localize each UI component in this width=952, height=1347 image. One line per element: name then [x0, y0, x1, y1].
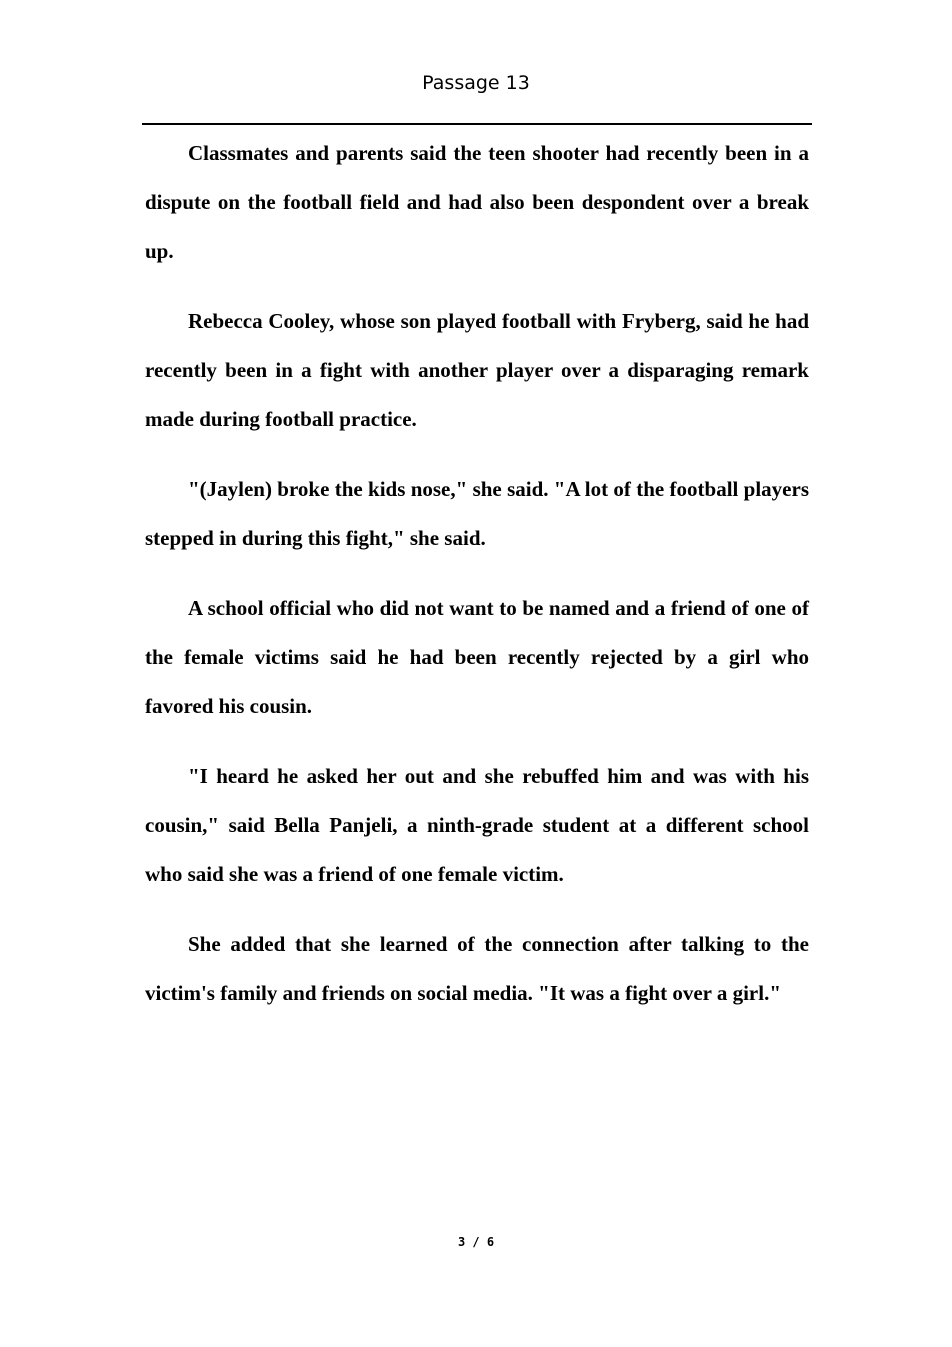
paragraph-4: A school official who did not want to be named and a friend of one of the female victims said he had been recently rejected by a girl who favored his cousin.	[145, 596, 809, 718]
page-number: 3 / 6	[457, 1235, 495, 1249]
paragraph-2: Rebecca Cooley, whose son played football with Fryberg, said he had recently been in a fight with another player over a disparaging remark made during football practice.	[145, 309, 809, 431]
document-body	[145, 129, 809, 1039]
header-divider	[142, 123, 812, 125]
paragraph-3: "(Jaylen) broke the kids nose," she said. "A lot of the football players stepped in during this fight," she said.	[145, 477, 809, 550]
paragraph-1: Classmates and parents said the teen shooter had recently been in a dispute on the football field and had also been despondent over a break up.	[145, 141, 809, 263]
paragraph-6: She added that she learned of the connection after talking to the victim's family and friends on social media. "It was a fight over a girl."	[145, 932, 809, 1005]
page-header-title: Passage 13	[422, 72, 530, 94]
paragraph-5: "I heard he asked her out and she rebuffed him and was with his cousin," said Bella Panjeli, a ninth-grade student at a different school who said she was a friend of one female victim.	[145, 764, 809, 886]
